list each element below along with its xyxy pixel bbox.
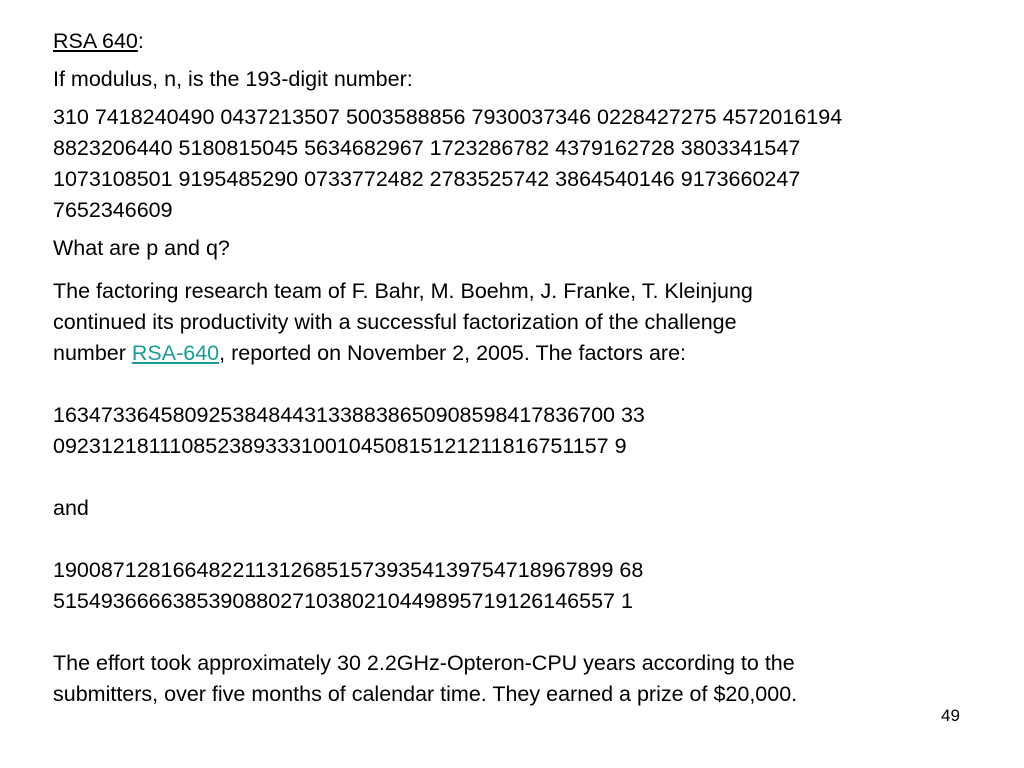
intro-text: If modulus, n, is the 193-digit number: — [53, 67, 413, 91]
effort-paragraph — [53, 648, 1003, 710]
answer-prefix: number — [53, 341, 132, 365]
blank-line — [53, 369, 1003, 400]
modulus-line: 7652346609 — [53, 198, 173, 222]
heading-colon: : — [137, 29, 144, 53]
modulus-line: 1073108501 9195485290 0733772482 2783525742 3864540146 9173660247 — [53, 167, 801, 191]
rsa-640-link[interactable]: RSA-640 — [131, 341, 220, 365]
slide-heading — [53, 26, 1003, 57]
factor-line: 16347336458092538484431338838650908598417836700 33 — [53, 403, 645, 427]
slide-content — [53, 26, 1003, 710]
factor-p — [53, 400, 1003, 462]
factor-q — [53, 555, 1003, 617]
blank-line — [53, 617, 1003, 648]
factor-line: 19008712816648221131268515739354139754718967899 68 — [53, 558, 644, 582]
answer-paragraph — [53, 276, 1003, 369]
answer-line: The factoring research team of F. Bahr, M. Boehm, J. Franke, T. Kleinjung — [53, 279, 753, 303]
question-text: What are p and q? — [53, 236, 230, 260]
answer-line: continued its productivity with a successful factorization of the challenge — [53, 310, 737, 334]
and-text: and — [53, 496, 89, 520]
answer-line — [53, 338, 1003, 369]
answer-suffix: , reported on November 2, 2005. The factors are: — [219, 341, 687, 365]
modulus-line: 310 7418240490 0437213507 5003588856 7930037346 0228427275 4572016194 — [53, 105, 843, 129]
effort-line: The effort took approximately 30 2.2GHz-Opteron-CPU years according to the — [53, 651, 795, 675]
modulus-line: 8823206440 5180815045 5634682967 1723286782 4379162728 3803341547 — [53, 136, 801, 160]
page-number: 49 — [941, 706, 960, 725]
modulus-number — [53, 102, 1003, 226]
effort-line: submitters, over five months of calendar time. They earned a prize of $20,000. — [53, 682, 798, 706]
factor-line: 51549366663853908802710380210449895719126146557 1 — [53, 589, 633, 613]
factor-line: 09231218111085238933310010450815121211816751157 9 — [53, 434, 627, 458]
heading-title: RSA 640 — [53, 29, 138, 53]
blank-line — [53, 462, 1003, 493]
blank-line — [53, 524, 1003, 555]
